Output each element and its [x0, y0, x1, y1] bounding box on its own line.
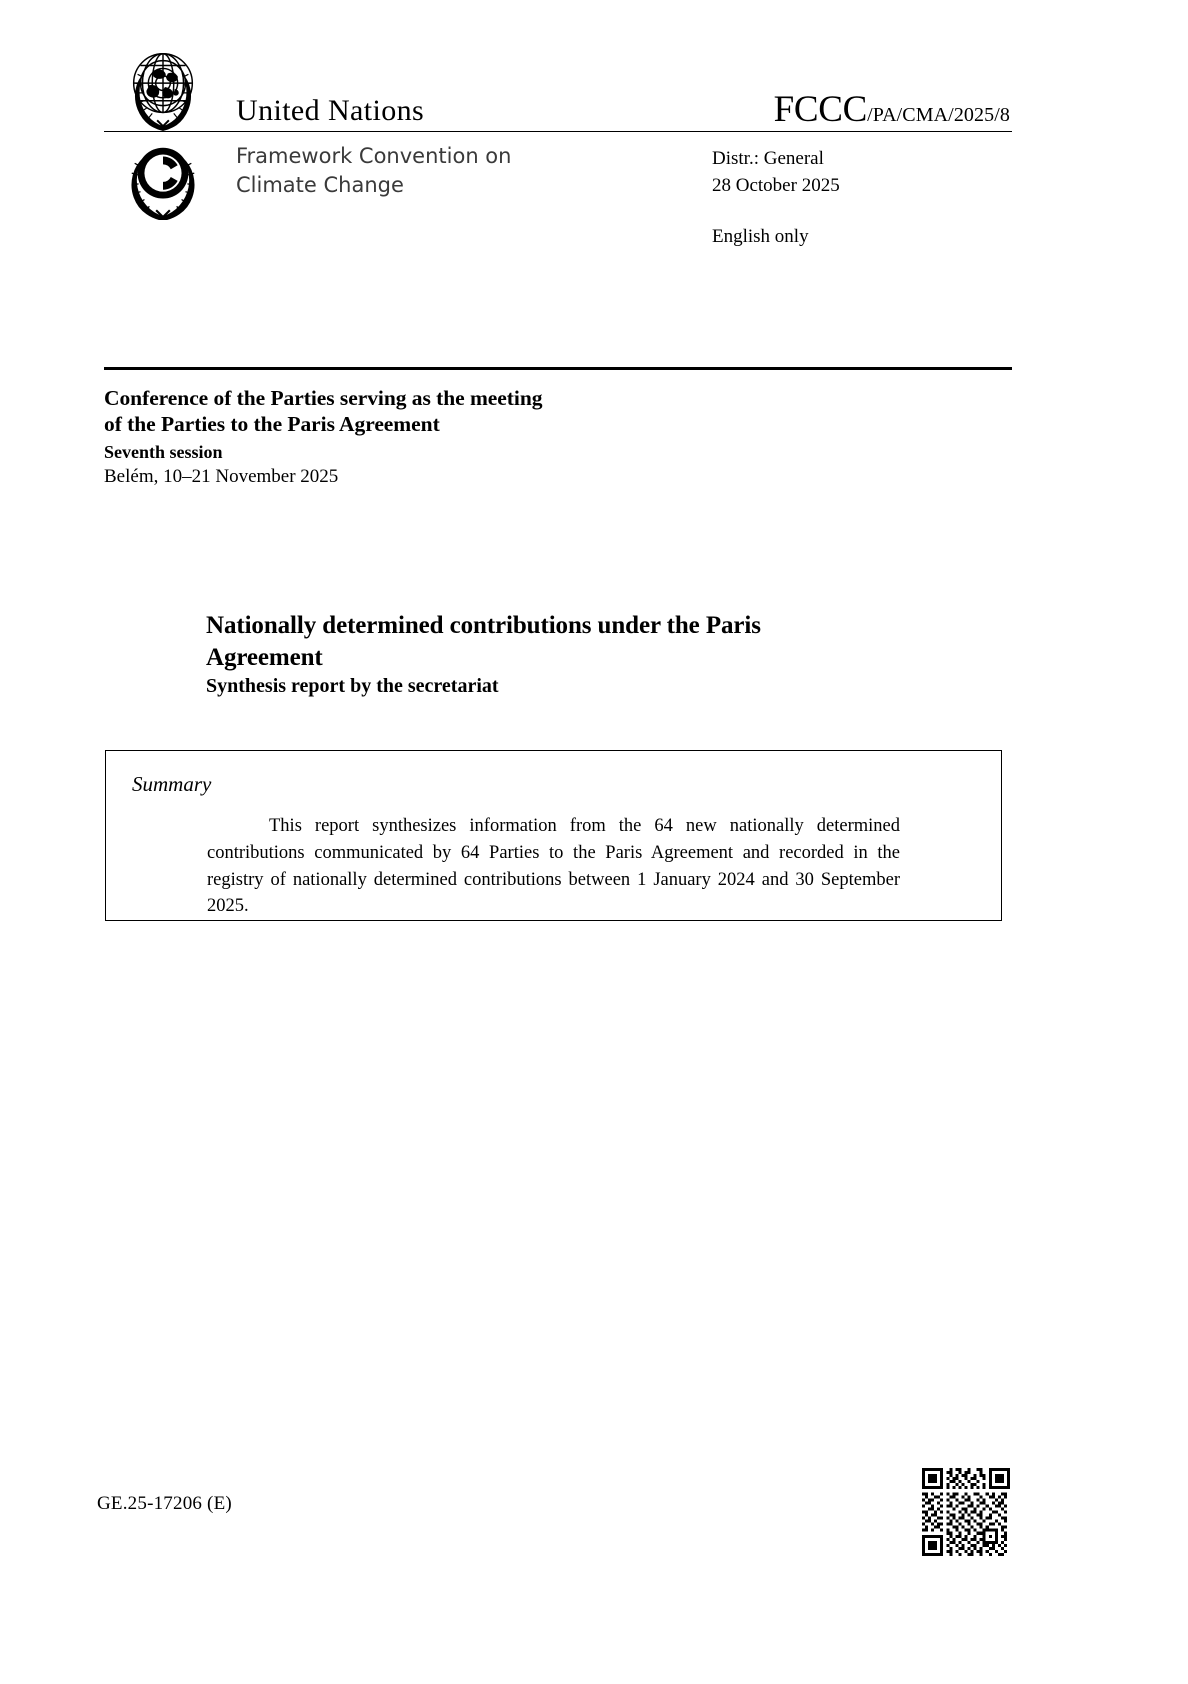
conference-block	[104, 385, 804, 490]
language-label: English only	[712, 225, 809, 247]
unfccc-emblem-icon	[114, 136, 212, 220]
page-subtitle: Synthesis report by the secretariat	[206, 675, 499, 697]
un-emblem	[104, 44, 222, 132]
qr-code[interactable]	[922, 1468, 1010, 1556]
distribution-label: Distr.: General	[712, 148, 824, 169]
summary-box	[105, 750, 1002, 921]
masthead	[104, 42, 1012, 247]
summary-paragraph: This report synthesizes information from the 64 new nationally determined contributions communicated by 64 Parties to the Paris Agreement and recorded in the registry of nationally determined contributions between 1 January 2024 and 30 September 2025.	[207, 816, 900, 917]
conference-session: Seventh session	[104, 441, 223, 462]
unfccc-name-line2: Climate Change	[236, 172, 404, 197]
masthead-row-unfccc	[104, 132, 1012, 247]
distribution-block	[682, 132, 1012, 251]
document-date: 28 October 2025	[712, 174, 840, 196]
page-title: Nationally determined contributions under the Paris Agreement	[206, 612, 761, 671]
unfccc-name-block	[222, 132, 511, 200]
document-symbol-prefix: FCCC	[773, 89, 868, 130]
masthead-divider-rule	[104, 131, 1012, 132]
conference-title-line2: of the Parties to the Paris Agreement	[104, 412, 440, 437]
masthead-row-united-nations	[104, 42, 1012, 132]
summary-heading: Summary	[132, 772, 212, 796]
document-symbol	[774, 91, 1012, 132]
document-symbol-suffix: /PA/CMA/2025/8	[867, 104, 1010, 126]
un-emblem-icon	[114, 44, 212, 132]
conference-separator-rule	[104, 367, 1012, 370]
qr-code-icon	[922, 1468, 1010, 1556]
conference-title-line1: Conference of the Parties serving as the meeting	[104, 386, 543, 410]
document-title-block	[206, 610, 846, 699]
conference-venue-dates: Belém, 10–21 November 2025	[104, 466, 339, 488]
unfccc-emblem	[104, 132, 222, 220]
un-name-label: United Nations	[236, 94, 425, 127]
unfccc-name-line1: Framework Convention on	[236, 144, 512, 168]
footer-job-number: GE.25-17206 (E)	[97, 1493, 232, 1514]
